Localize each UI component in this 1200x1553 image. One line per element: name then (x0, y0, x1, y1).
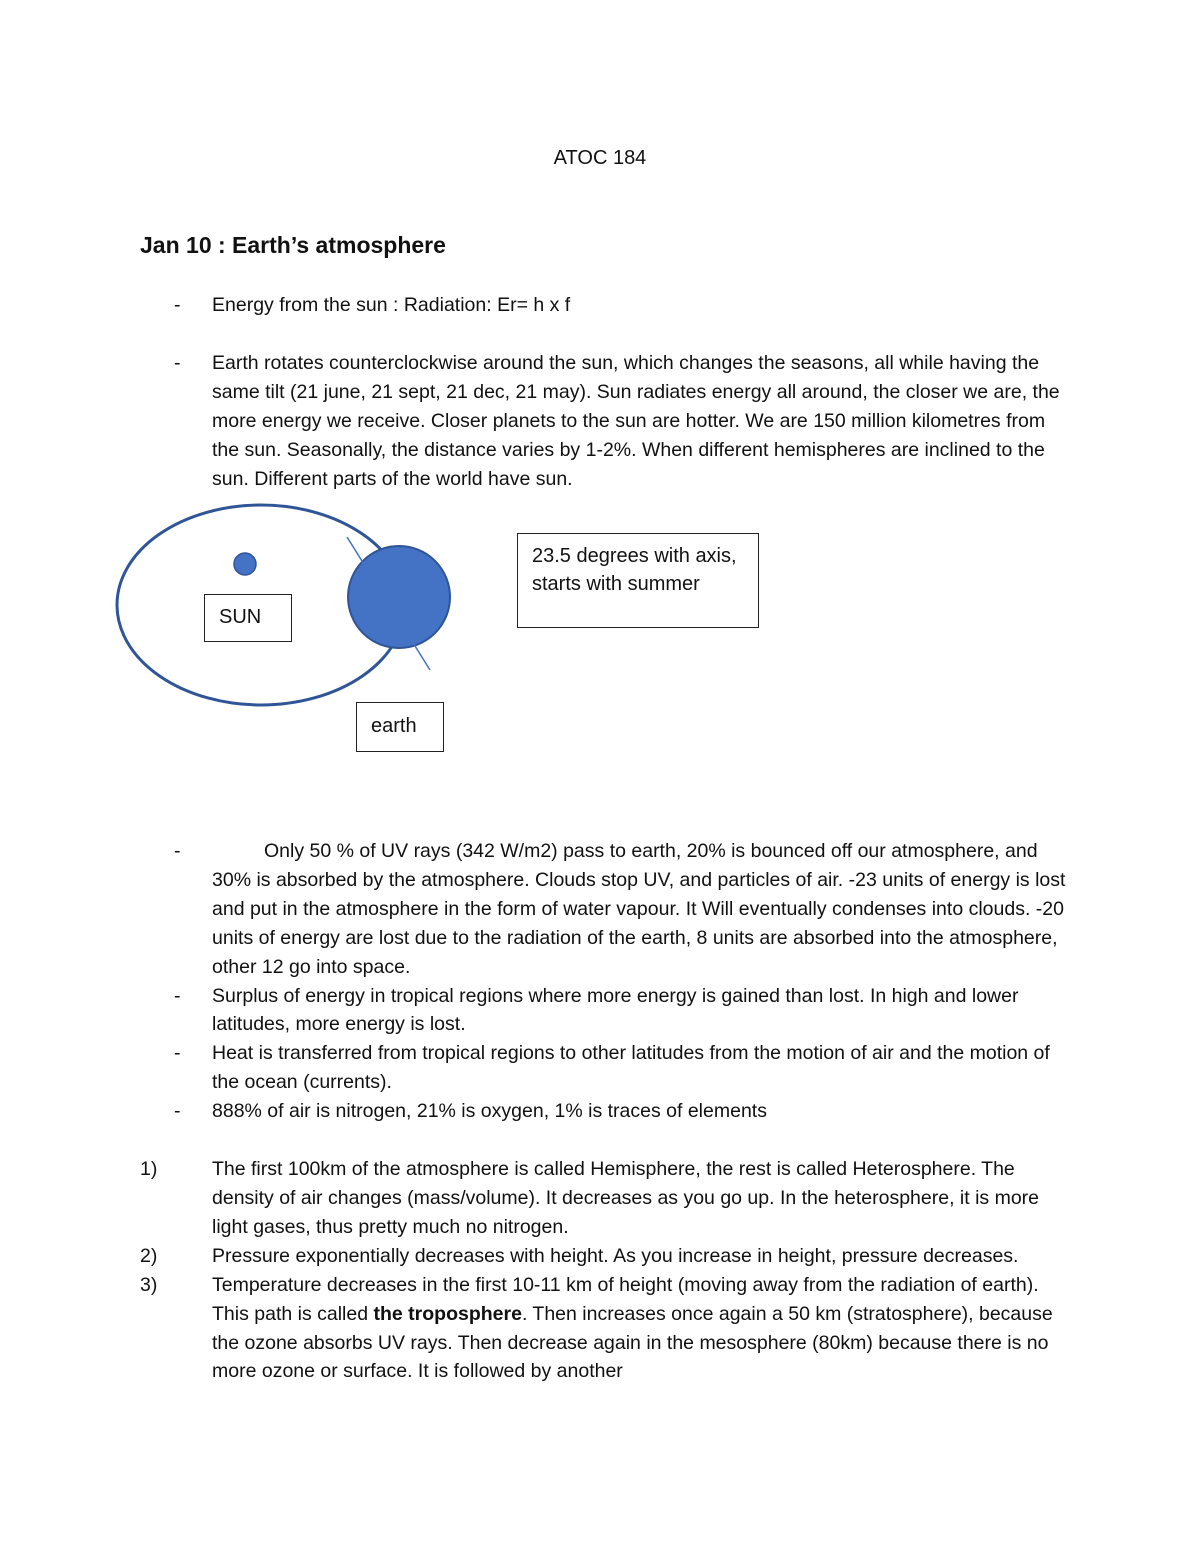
earth-label-box (356, 702, 444, 752)
numbered-item (140, 1155, 1070, 1242)
number-marker: 2) (140, 1244, 158, 1267)
numbered-text: Pressure exponentially decreases with height. As you increase in height, pressure decreases. (212, 1244, 1019, 1267)
numbered-item (140, 1271, 1070, 1387)
sun-label-box (204, 594, 292, 642)
number-marker: 1) (140, 1158, 158, 1181)
numbered-text: Temperature decreases in the first 10-11 km of height (moving away from the radiation of earth). This path is called (212, 1273, 1039, 1325)
bullet-item (140, 1097, 1070, 1126)
numbered-text: The first 100km of the atmosphere is called Hemisphere, the rest is called Heterosphere. The density of air changes (mass/volume). It decreases as you go up. In the heterosphere, it is more light gases, thus pretty much no nitrogen. (212, 1158, 1039, 1238)
bullet-item (140, 982, 1070, 1040)
earth-circle (348, 546, 450, 648)
bullet-marker: - (174, 840, 181, 862)
number-marker: 3) (140, 1273, 158, 1296)
bullet-marker: - (174, 1042, 181, 1065)
bullet-marker: - (174, 984, 181, 1007)
bullet-item (140, 837, 1070, 982)
bullet-item (140, 1039, 1070, 1097)
numbered-item (140, 1242, 1070, 1271)
bullet-marker: - (174, 351, 181, 374)
bullet-marker: - (174, 294, 181, 316)
bullet-marker: - (174, 1100, 181, 1123)
bottom-bullet-list (140, 837, 1070, 1386)
tilt-note-box (517, 533, 759, 628)
section-heading: Jan 10 : Earth’s atmosphere (140, 232, 446, 258)
earth-axis-line (347, 537, 430, 670)
bullet-text: Energy from the sun : Radiation: Er= h x f (212, 294, 571, 316)
earth-label: earth (371, 715, 417, 737)
bullet-text: Only 50 % of UV rays (342 W/m2) pass to earth, 20% is bounced off our atmosphere, and 30% is absorbed by the atmosphere. Clouds stop UV, and particles of air. -23 units of energy is lost and put in the atmosphere in the form of water vapour. It Will eventually condenses into clouds. -20 units of energy are lost due to the radiation of the earth, 8 units are absorbed into the atmosphere, other 12 go into space. (212, 840, 1066, 978)
sun-label: SUN (219, 606, 262, 628)
bullet-text: 888% of air is nitrogen, 21% is oxygen, 1% is traces of elements (212, 1100, 767, 1123)
sun-dot (234, 553, 256, 575)
numbered-text-cont: . Then increases once again a 50 km (stratosphere), because the ozone absorbs UV rays. Then decrease again in the mesosphere (80km) because there is no more ozone or surface. It is followed by another (212, 1302, 1053, 1383)
bullet-item (140, 291, 1070, 320)
page-title: ATOC 184 (553, 147, 647, 169)
bullet-text: Earth rotates counterclockwise around the sun, which changes the seasons, all while having the same tilt (21 june, 21 sept, 21 dec, 21 may). Sun radiates energy all around, the closer we are, the more energy we receive. Closer planets to the sun are hotter. We are 150 million kilometres from the sun. Seasonally, the distance varies by 1-2%. When different hemispheres are inclined to the sun. Different parts of the world have sun. (212, 351, 1060, 490)
tilt-note: 23.5 degrees with axis, starts with summer (532, 545, 737, 595)
bullet-text: Surplus of energy in tropical regions where more energy is gained than lost. In high and lower latitudes, more energy is lost. (212, 984, 1019, 1036)
bullet-item (140, 349, 1070, 494)
bullet-text: Heat is transferred from tropical regions to other latitudes from the motion of air and the motion of the ocean (currents). (212, 1042, 1050, 1094)
top-bullet-list (140, 291, 1070, 493)
troposphere-term: the troposphere (373, 1302, 522, 1325)
